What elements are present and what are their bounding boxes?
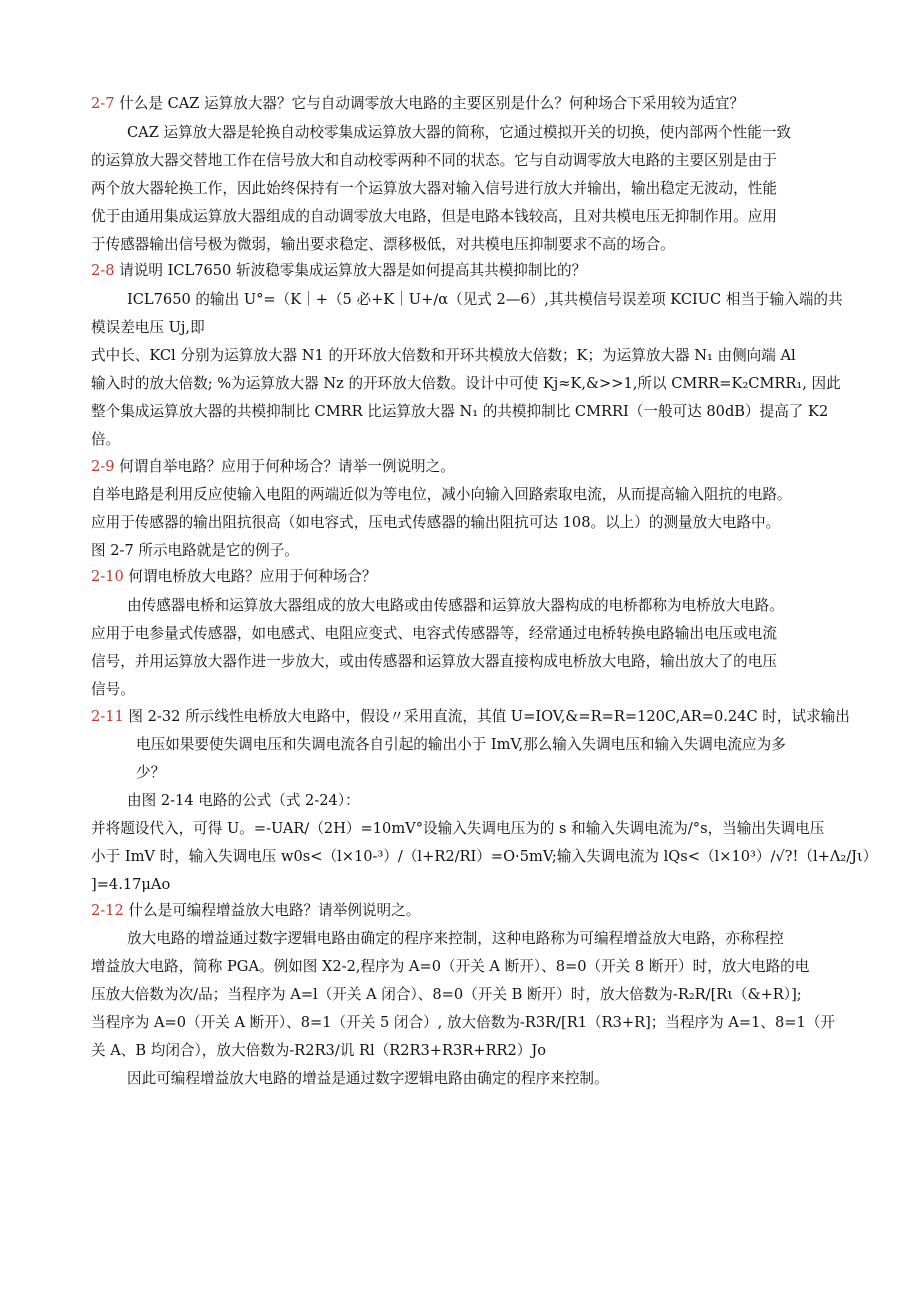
question-2-7: 2-7 什么是 CAZ 运算放大器？它与自动调零放大电路的主要区别是什么？何种场合下采用较为适宜？ <box>91 95 745 112</box>
question-2-10: 2-10 何谓电桥放大电路？应用于何种场合？ <box>91 568 377 585</box>
question-2-9: 2-9 何谓自举电路？应用于何种场合？请举一例说明之。 <box>91 458 455 475</box>
answer-line: 信号，并用运算放大器作进一步放大，或由传感器和运算放大器直接构成电桥放大电路，输出放大了的电压 <box>91 653 777 670</box>
answer-line: 应用于电参量式传感器，如电感式、电阻应变式、电容式传感器等，经常通过电桥转换电路输出电压或电流 <box>91 625 777 642</box>
answer-line: 由图 2-14 电路的公式（式 2-24）： <box>127 792 360 809</box>
answer-line: 的运算放大器交替地工作在信号放大和自动校零两种不同的状态。它与自动调零放大电路的主要区别是由于 <box>91 152 777 169</box>
answer-line: 因此可编程增益放大电路的增益是通过数字逻辑电路由确定的程序来控制。 <box>127 1070 609 1087</box>
answer-line: 当程序为 A=0（开关 A 断开）、8=1（开关 5 闭合）, 放大倍数为-R3R∕[R1（R3+R]；当程序为 A=1、8=1（开 <box>91 1014 836 1031</box>
answer-line: 优于由通用集成运算放大器组成的自动调零放大电路，但是电路本钱较高，且对共模电压无抑制作用。应用 <box>91 208 777 225</box>
answer-line: 并将题设代入，可得 U。=-UAR∕（2H）=10mV°设输入失调电压为的 s 和输入失调电流为/°s，当输出失调电压 <box>91 820 825 837</box>
answer-line: 放大电路的增益通过数字逻辑电路由确定的程序来控制，这种电路称为可编程增益放大电路，亦称程控 <box>127 930 784 947</box>
answer-line: 信号。 <box>91 681 135 698</box>
answer-line: 应用于传感器的输出阻抗很高（如电容式，压电式传感器的输出阻抗可达 108。以上）的测量放大电路中。 <box>91 514 781 531</box>
answer-line: ICL7650 的输出 U°=（K｜+（5 必+K｜U+∕α（见式 2—6）,其共模信号误差项 KCIUC 相当于输入端的共 <box>127 291 843 308</box>
question-2-11: 2-11 图 2-32 所示线性电桥放大电路中，假设〃采用直流，其值 U=IOV,&=R=R=120C,AR=0.24C 时，试求输出 <box>91 708 850 725</box>
question-2-8: 2-8 请说明 ICL7650 斩波稳零集成运算放大器是如何提高其共模抑制比的？ <box>91 262 587 279</box>
answer-line: 由传感器电桥和运算放大器组成的放大电路或由传感器和运算放大器构成的电桥都称为电桥放大电路。 <box>127 597 784 614</box>
answer-line: 关 A、B 均闭合），放大倍数为-R2R3∕讥 Rl（R2R3+R3R+RR2）Jo <box>91 1042 546 1059</box>
answer-line: 于传感器输出信号极为微弱，输出要求稳定、漂移极低，对共模电压抑制要求不高的场合。 <box>91 236 675 253</box>
answer-line: ]=4.17μAo <box>91 876 171 893</box>
question-2-12: 2-12 什么是可编程增益放大电路？请举例说明之。 <box>91 902 421 919</box>
answer-line: 增益放大电路，简称 PGA。例如图 X2-2,程序为 A=0（开关 A 断开）、8=0（开关 8 断开）时，放大电路的电 <box>91 958 810 975</box>
answer-line: CAZ 运算放大器是轮换自动校零集成运算放大器的简称，它通过模拟开关的切换，使内部两个性能一致 <box>127 124 792 141</box>
answer-line: 模误差电压 Uj,即 <box>91 319 205 336</box>
question-line: 电压如果要使失调电压和失调电流各自引起的输出小于 ImV,那么输入失调电压和输入失调电流应为多 <box>136 736 786 753</box>
answer-line: 小于 ImV 时，输入失调电压 w0s<（l×10-³）/（l+R2∕RI）=O·5mV;输入失调电流为 lQs<（l×10³）∕√?!（l+Λ₂∕Jι） <box>91 848 878 865</box>
answer-line: 图 2-7 所示电路就是它的例子。 <box>91 542 299 559</box>
answer-line: 倍。 <box>91 431 121 448</box>
question-line: 少？ <box>136 764 166 781</box>
answer-line: 两个放大器轮换工作，因此始终保持有一个运算放大器对输入信号进行放大并输出，输出稳定无波动，性能 <box>91 180 777 197</box>
answer-line: 整个集成运算放大器的共模抑制比 CMRR 比运算放大器 N₁ 的共模抑制比 CMRRI（一般可达 80dB）提高了 K2 <box>91 403 829 420</box>
answer-line: 输入时的放大倍数; %为运算放大器 Nz 的开环放大倍数。设计中可使 Kj≈K,&>>1,所以 CMRR=K₂CMRR₁, 因此 <box>91 375 841 392</box>
answer-line: 自举电路是利用反应使输入电阻的两端近似为等电位，减小向输入回路索取电流，从而提高输入阻抗的电路。 <box>91 486 792 503</box>
answer-line: 式中长、KCl 分别为运算放大器 N1 的开环放大倍数和开环共模放大倍数；K；为运算放大器 N₁ 由侧向端 Al <box>91 347 796 364</box>
answer-line: 压放大倍数为次/品；当程序为 A=l（开关 A 闭合）、8=0（开关 B 断开）时，放大倍数为-R₂R∕[Rι（&+R）]; <box>91 986 802 1003</box>
